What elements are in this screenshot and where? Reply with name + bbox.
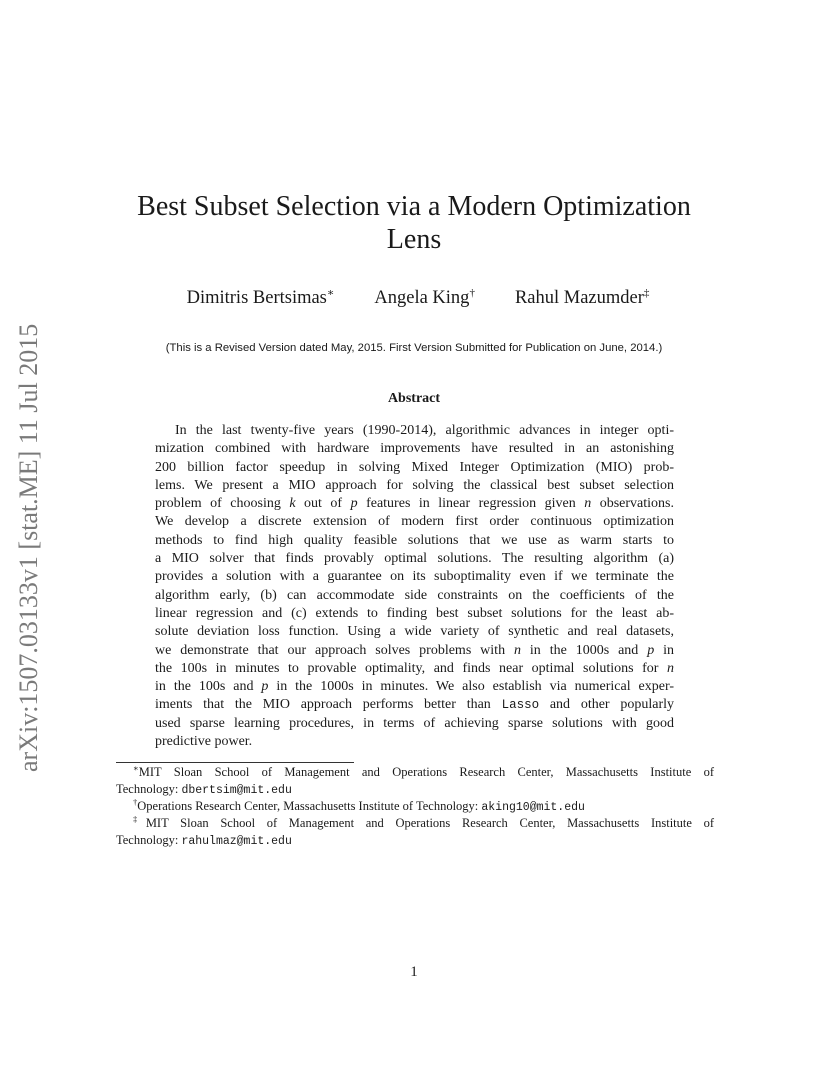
abstract-line: We develop a discrete extension of modern first order continuous optimization <box>155 514 674 530</box>
abstract-line: in the 100s and p in the 1000s in minutes. We also establish via numerical exper- <box>155 679 675 695</box>
footnote-3-cont: Technology: rahulmaz@mit.edu <box>116 833 292 848</box>
author: Dimitris Bertsimas∗ <box>186 287 335 308</box>
email-link[interactable]: rahulmaz@mit.edu <box>181 835 292 848</box>
abstract-body <box>155 422 674 751</box>
abstract-line: linear regression and (c) extends to finding best subset solutions for the least ab- <box>155 605 674 621</box>
abstract-line: the 100s in minutes to provable optimality, and finds near optimal solutions for n <box>155 660 674 676</box>
footnote-divider <box>116 762 354 763</box>
footnote-1-cont: Technology: dbertsim@mit.edu <box>116 782 292 797</box>
footnote-1: ∗MIT Sloan School of Management and Operations Research Center, Massachusetts Institute of <box>133 763 714 779</box>
footnote-2: †Operations Research Center, Massachusetts Institute of Technology: aking10@mit.edu <box>133 797 585 814</box>
revision-note: (This is a Revised Version dated May, 2015. First Version Submitted for Publication on June, 2014.) <box>165 342 663 354</box>
paper-title <box>0 190 828 256</box>
abstract-line: 200 billion factor speedup in solving Mixed Integer Optimization (MIO) prob- <box>155 459 674 475</box>
abstract-line: we demonstrate that our approach solves problems with n in the 1000s and p in <box>155 642 675 658</box>
arxiv-stamp: arXiv:1507.03133v1 [stat.ME] 11 Jul 2015 <box>14 323 43 772</box>
abstract-line: a MIO solver that finds provably optimal solutions. The resulting algorithm (a) <box>155 551 674 567</box>
page-number: 1 <box>410 964 418 980</box>
abstract-line: algorithm early, (b) can accommodate side constraints on the coefficients of the <box>155 587 674 603</box>
abstract-line: used sparse learning procedures, in terms of achieving sparse solutions with good <box>155 715 674 731</box>
abstract-line: In the last twenty-five years (1990-2014), algorithmic advances in integer opti- <box>175 423 674 438</box>
abstract-line: problem of choosing k out of p features in linear regression given n observations. <box>155 496 674 512</box>
abstract-line: methods to find high quality feasible solutions that we use as warm starts to <box>155 532 674 548</box>
author-list <box>0 288 828 309</box>
author: Rahul Mazumder‡ <box>514 287 650 308</box>
abstract-line: iments that the MIO approach performs better than Lasso and other popularly <box>155 697 674 713</box>
abstract-line: mization combined with hardware improvements have resulted in an astonishing <box>155 441 674 457</box>
abstract-line: lems. We present a MIO approach for solving the classical best subset selection <box>155 477 674 493</box>
abstract-heading: Abstract <box>387 391 441 406</box>
abstract-line: solute deviation loss function. Using a wide variety of synthetic and real datasets, <box>155 624 674 640</box>
email-link[interactable]: dbertsim@mit.edu <box>181 784 292 797</box>
footnote-3: ‡MIT Sloan School of Management and Operations Research Center, Massachusetts Institute of <box>133 814 715 830</box>
title-line-1: Best Subset Selection via a Modern Optimization <box>137 191 691 222</box>
abstract-line: provides a solution with a guarantee on its suboptimality even if we terminate the <box>155 569 674 585</box>
footnotes <box>116 764 714 849</box>
abstract-line: predictive power. <box>155 734 253 750</box>
email-link[interactable]: aking10@mit.edu <box>481 801 585 814</box>
title-line-2: Lens <box>386 224 442 255</box>
author: Angela King† <box>374 287 475 308</box>
